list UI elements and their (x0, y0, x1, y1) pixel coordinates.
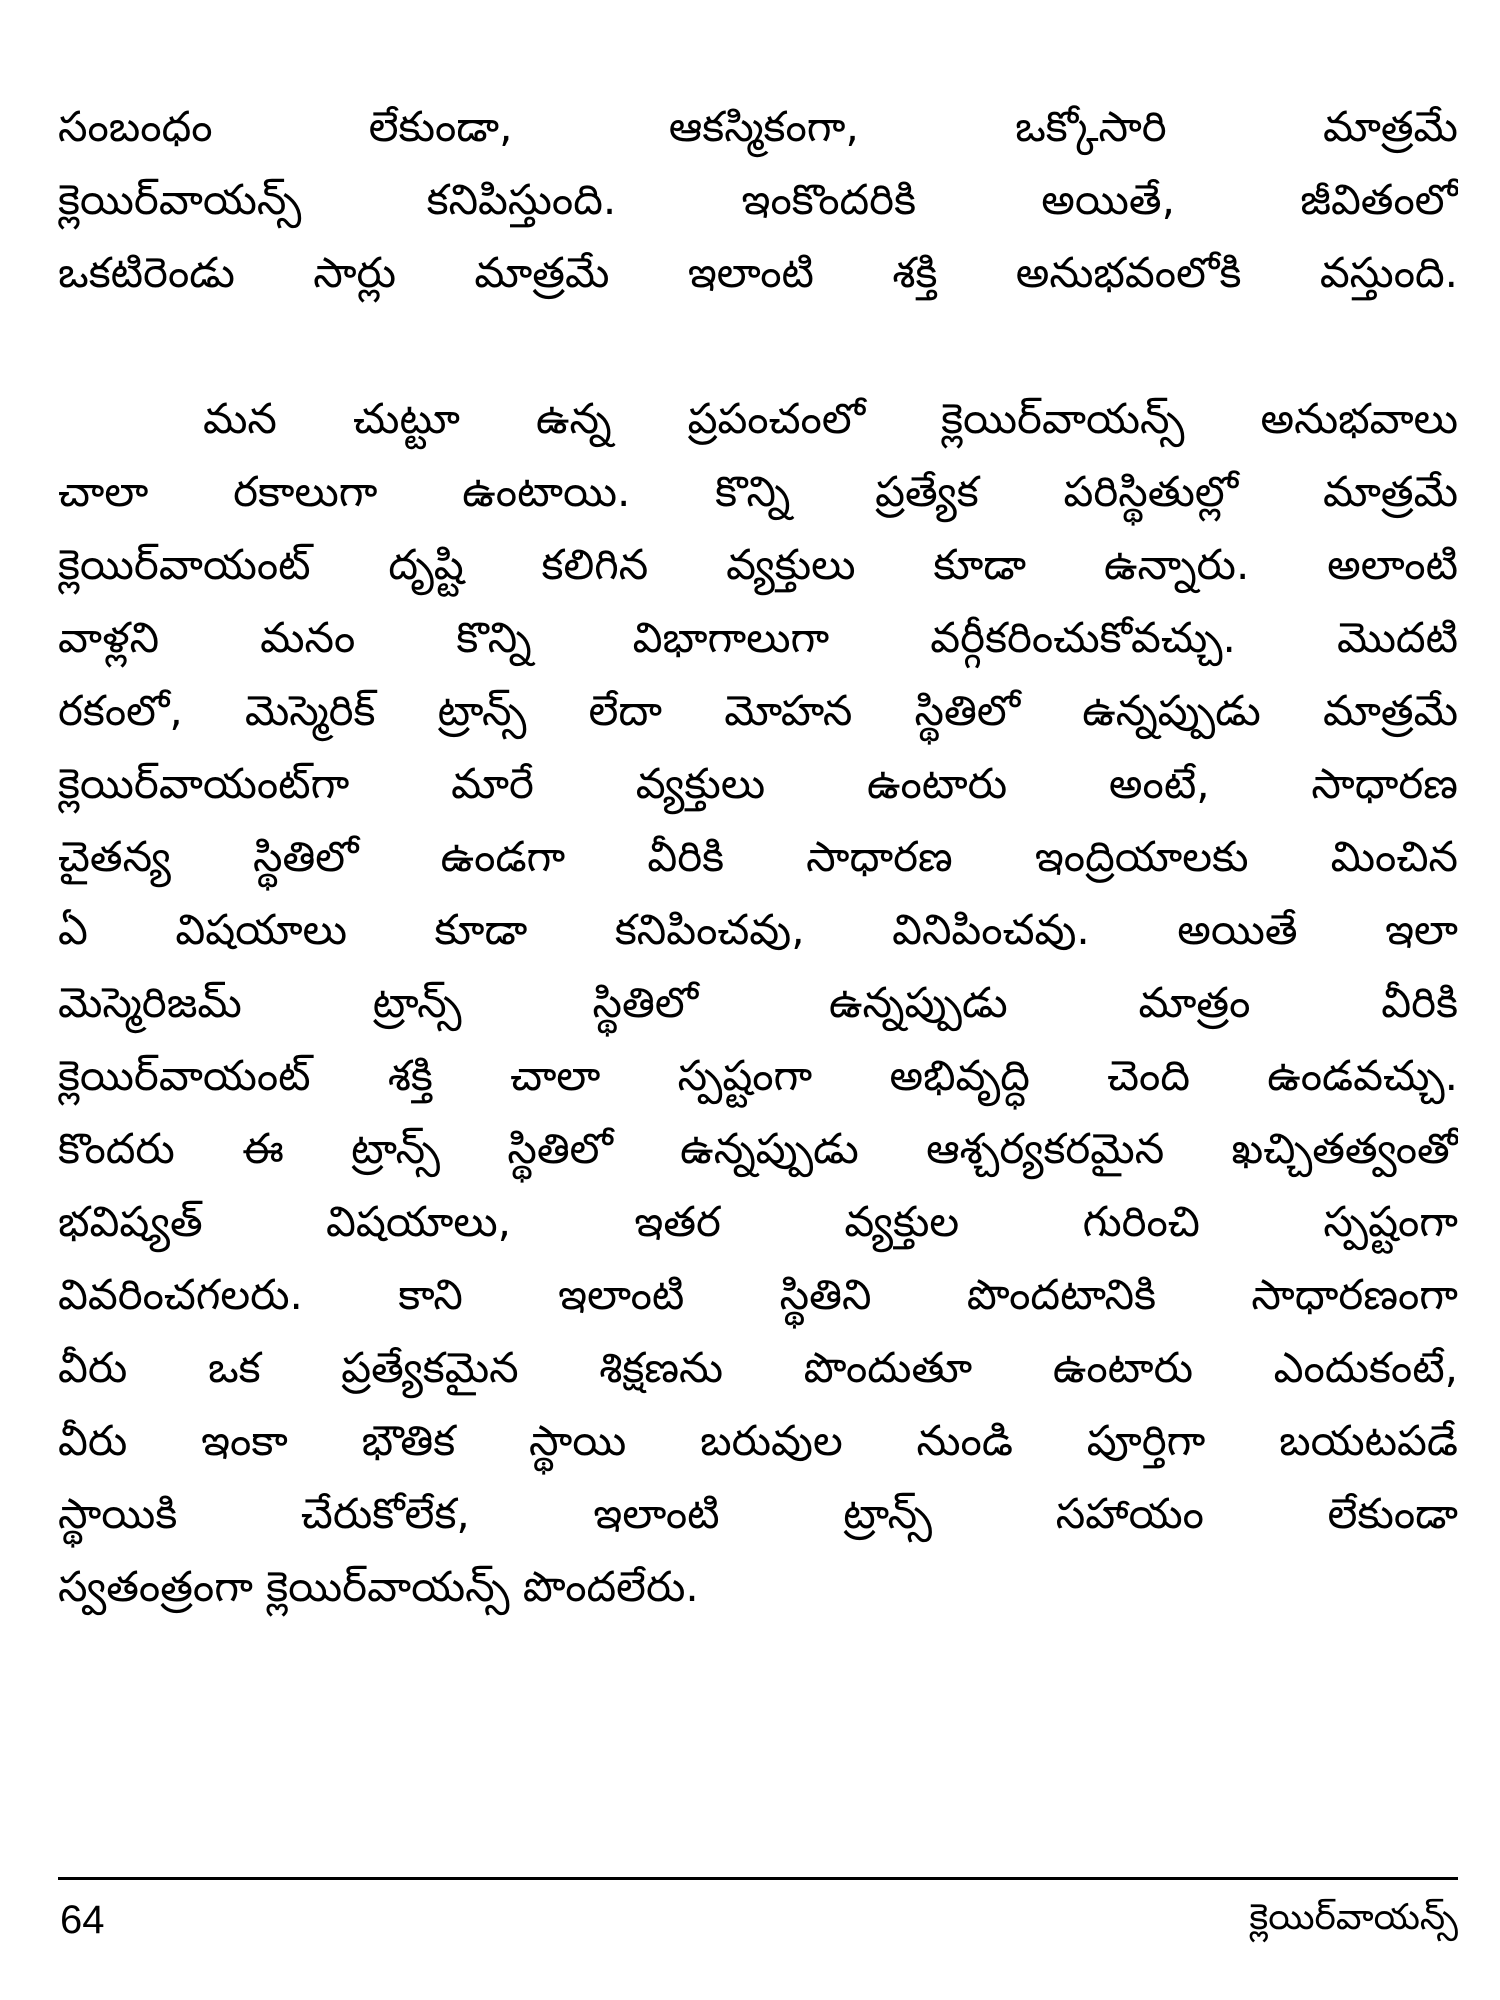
text-line: వీరు ఒక ప్రత్యేకమైన శిక్షణను పొందుతూ ఉంటారు ఎందుకంటే, (58, 1343, 1458, 1392)
text-line: భవిష్యత్ విషయాలు, ఇతర వ్యక్తుల గురించి స్పష్టంగా (58, 1197, 1458, 1246)
text-line: చాలా రకాలుగా ఉంటాయి. కొన్ని ప్రత్యేక పరిస్థితుల్లో మాత్రమే (58, 467, 1458, 516)
text-line: కొందరు ఈ ట్రాన్స్ స్థితిలో ఉన్నప్పుడు ఆశ్చర్యకరమైన ఖచ్చితత్వంతో (58, 1124, 1458, 1173)
text-line: స్థాయికి చేరుకోలేక, ఇలాంటి ట్రాన్స్ సహాయం లేకుండా (58, 1489, 1458, 1538)
running-title: క్లెయిర్‌వాయన్స్ (1249, 1897, 1458, 1938)
text-line: వివరించగలరు. కాని ఇలాంటి స్థితిని పొందటానికి సాధారణంగా (58, 1270, 1458, 1319)
footer-divider (58, 1877, 1458, 1880)
text-line: క్లెయిర్‌వాయంట్‌గా మారే వ్యక్తులు ఉంటారు అంటే, సాధారణ (58, 759, 1458, 808)
text-line: క్లెయిర్‌వాయంట్ శక్తి చాలా స్పష్టంగా అభివృద్ధి చెంది ఉండవచ్చు. (58, 1051, 1458, 1100)
text-line: చైతన్య స్థితిలో ఉండగా వీరికి సాధారణ ఇంద్రియాలకు మించిన (58, 832, 1458, 881)
text-line: ఏ విషయాలు కూడా కనిపించవు, వినిపించవు. అయితే ఇలా (58, 905, 1458, 954)
text-line: వాళ్లని మనం కొన్ని విభాగాలుగా వర్గీకరించుకోవచ్చు. మొదటి (58, 613, 1458, 662)
text-line: వీరు ఇంకా భౌతిక స్థాయి బరువుల నుండి పూర్తిగా బయటపడే (58, 1416, 1458, 1465)
text-line: క్లెయిర్‌వాయంట్ దృష్టి కలిగిన వ్యక్తులు కూడా ఉన్నారు. అలాంటి (58, 540, 1458, 589)
text-line: క్లెయిర్‌వాయన్స్ కనిపిస్తుంది. ఇంకొందరికి అయితే, జీవితంలో (58, 175, 1458, 224)
text-line: రకంలో, మెస్మెరిక్ ట్రాన్స్ లేదా మోహన స్థితిలో ఉన్నప్పుడు మాత్రమే (58, 686, 1458, 735)
page-number: 64 (60, 1898, 105, 1942)
paragraph-last-line: స్వతంత్రంగా క్లెయిర్‌వాయన్స్ పొందలేరు. (58, 1562, 699, 1611)
text-line: ఒకటిరెండు సార్లు మాత్రమే ఇలాంటి శక్తి అనుభవంలోకి వస్తుంది. (58, 248, 1458, 297)
text-line: సంబంధం లేకుండా, ఆకస్మికంగా, ఒక్కోసారి మాత్రమే (58, 102, 1458, 151)
text-line: మెస్మెరిజమ్ ట్రాన్స్ స్థితిలో ఉన్నప్పుడు మాత్రం వీరికి (58, 978, 1458, 1027)
paragraph-first-line: మన చుట్టూ ఉన్న ప్రపంచంలో క్లెయిర్‌వాయన్స్ అనుభవాలు (203, 394, 1458, 443)
